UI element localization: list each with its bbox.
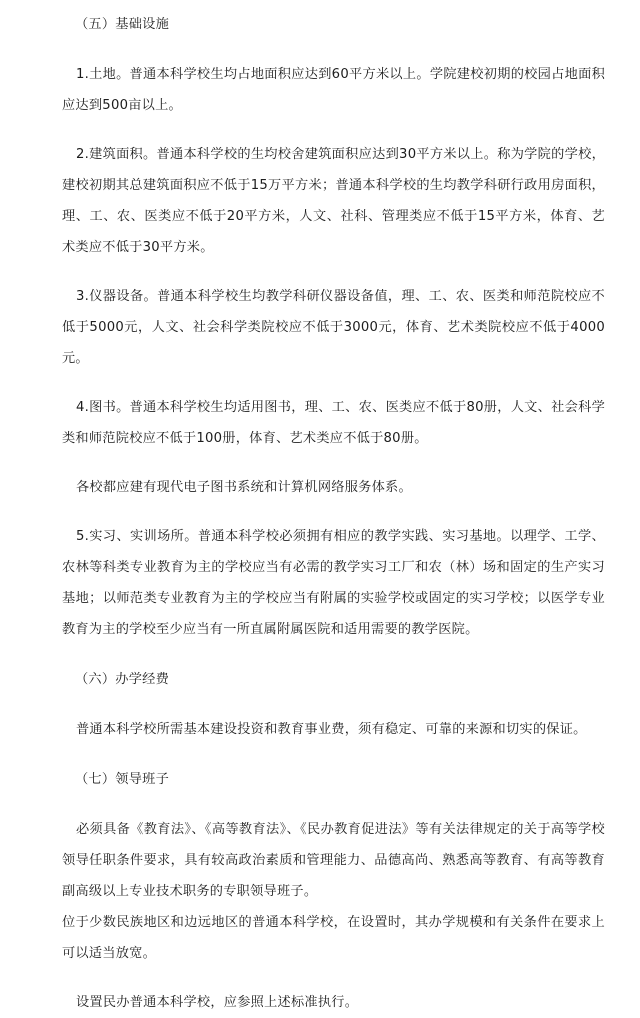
- paragraph-practice-training-sites: [62, 521, 605, 645]
- section-heading-leadership-team: [62, 764, 605, 795]
- paragraph-books: [62, 392, 605, 454]
- spacer: [62, 263, 605, 281]
- heading-text: （七）领导班子: [75, 772, 170, 787]
- paragraph-text: 必须具备《教育法》、《高等教育法》、《民办教育促进法》等有关法律规定的关于高等学校领导任职条件要求，具有较高政治素质和管理能力、品德高尚、熟悉高等教育、有高等教育副高级以上专业技术职务的专职领导班子。: [62, 822, 605, 899]
- spacer: [62, 969, 605, 987]
- paragraph-text: 普通本科学校所需基本建设投资和教育事业费，须有稳定、可靠的来源和切实的保证。: [76, 722, 587, 737]
- paragraph-text: 设置民办普通本科学校，应参照上述标准执行。: [76, 995, 359, 1010]
- paragraph-digital-library: [62, 472, 605, 503]
- spacer: [62, 454, 605, 472]
- paragraph-text: 5.实习、实训场所。普通本科学校必须拥有相应的教学实践、实习基地。以理学、工学、农林等科类专业教育为主的学校应当有必需的教学实习工厂和农（林）场和固定的生产实习基地；以师范类专业教育为主的学校应当有附属的实验学校或固定的实习学校；以医学专业教育为主的学校至少应当有一所直属附属医院和适用需要的教学医院。: [62, 529, 605, 637]
- spacer: [62, 745, 605, 764]
- spacer: [62, 695, 605, 714]
- spacer: [62, 503, 605, 521]
- paragraph-text: 4.图书。普通本科学校生均适用图书，理、工、农、医类应不低于80册，人文、社会科学类和师范院校应不低于100册，体育、艺术类应不低于80册。: [62, 400, 605, 446]
- spacer: [62, 374, 605, 392]
- paragraph-land: [62, 59, 605, 121]
- spacer: [62, 121, 605, 139]
- paragraph-text: 位于少数民族地区和边远地区的普通本科学校，在设置时，其办学规模和有关条件在要求上可以适当放宽。: [62, 915, 605, 961]
- spacer: [62, 795, 605, 814]
- paragraph-leadership-requirements: [62, 814, 605, 907]
- heading-text: （五）基础设施: [75, 17, 170, 32]
- paragraph-text: 3.仪器设备。普通本科学校生均教学科研仪器设备值，理、工、农、医类和师范院校应不低于5000元，人文、社会科学类院校应不低于3000元，体育、艺术类院校应不低于4000元。: [62, 289, 605, 366]
- paragraph-text: 各校都应建有现代电子图书系统和计算机网络服务体系。: [76, 480, 412, 495]
- spacer: [62, 645, 605, 664]
- spacer: [62, 40, 605, 59]
- section-heading-basic-facilities: [62, 9, 605, 40]
- paragraph-funding: [62, 714, 605, 745]
- paragraph-private-school-note: [62, 987, 605, 1018]
- paragraph-text: 1.土地。普通本科学校生均占地面积应达到60平方米以上。学院建校初期的校园占地面积应达到500亩以上。: [62, 67, 605, 113]
- paragraph-floor-area: [62, 139, 605, 263]
- paragraph-text: 2.建筑面积。普通本科学校的生均校舍建筑面积应达到30平方米以上。称为学院的学校，建校初期其总建筑面积应不低于15万平方米；普通本科学校的生均教学科研行政用房面积，理、工、农、医类应不低于20平方米，人文、社科、管理类应不低于15平方米，体育、艺术类应不低于30平方米。: [62, 147, 605, 255]
- paragraph-minority-region-note: [62, 907, 605, 969]
- section-heading-operating-funds: [62, 664, 605, 695]
- paragraph-instruments-equipment: [62, 281, 605, 374]
- heading-text: （六）办学经费: [75, 672, 170, 687]
